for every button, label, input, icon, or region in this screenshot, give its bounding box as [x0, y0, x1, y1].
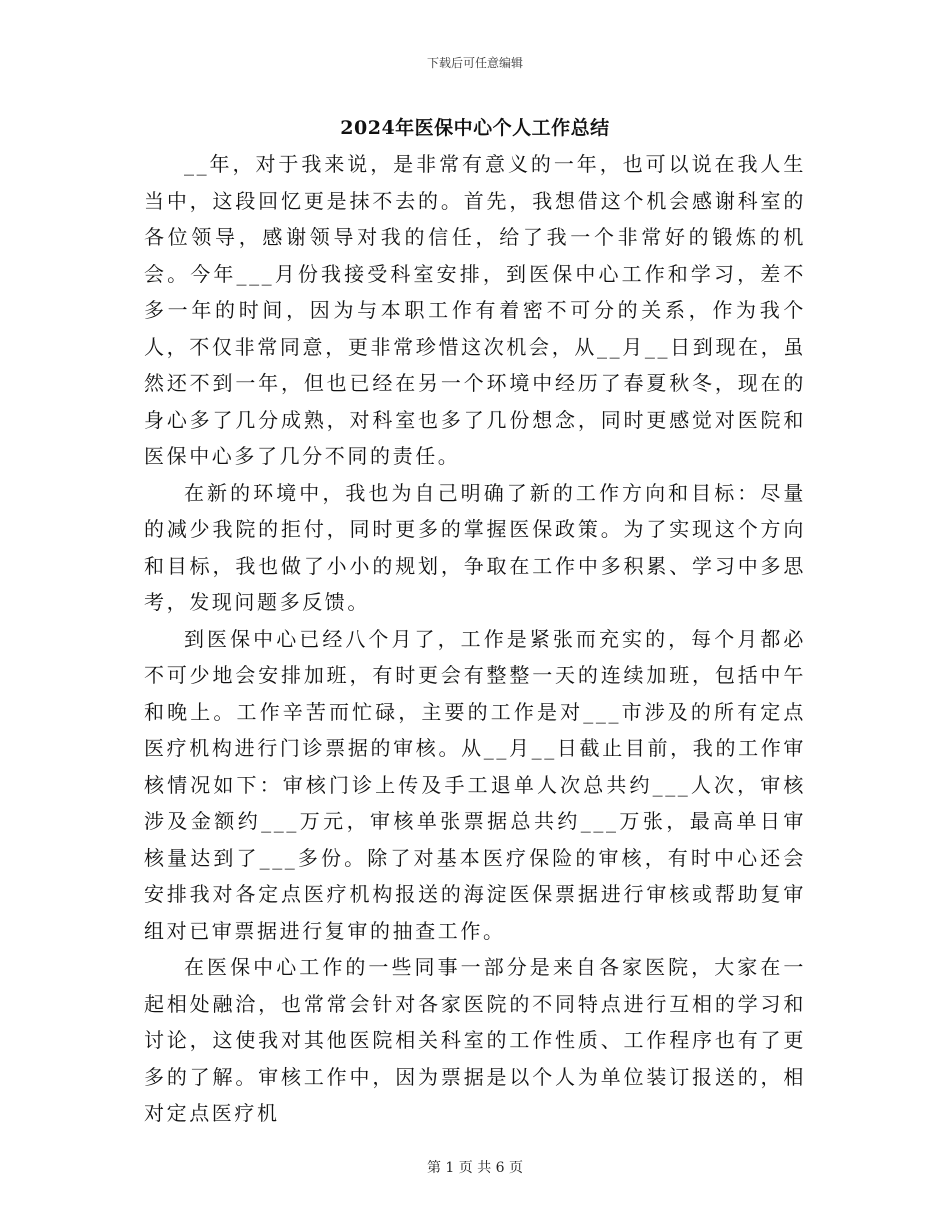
document-body	[144, 146, 806, 1132]
paragraph-2: 在新的环境中，我也为自己明确了新的工作方向和目标：尽量的减少我院的拒付，同时更多的掌握医保政策。为了实现这个方向和目标，我也做了小小的规划，争取在工作中多积累、学习中多思考，发现问题多反馈。	[144, 480, 806, 614]
paragraph-1: __年，对于我来说，是非常有意义的一年，也可以说在我人生当中，这段回忆更是抹不去的。首先，我想借这个机会感谢科室的各位领导，感谢领导对我的信任，给了我一个非常好的锻炼的机会。今年___月份我接受科室安排，到医保中心工作和学习，差不多一年的时间，因为与本职工作有着密不可分的关系，作为我个人，不仅非常同意，更非常珍惜这次机会，从__月__日到现在，虽然还不到一年，但也已经在另一个环境中经历了春夏秋冬，现在的身心多了几分成熟，对科室也多了几份想念，同时更感觉对医院和医保中心多了几分不同的责任。	[144, 152, 806, 468]
page-number: 第 1 页 共 6 页	[426, 1160, 524, 1176]
page-header-note: 下载后可任意编辑	[426, 56, 523, 70]
document-title: 2024年医保中心个人工作总结	[340, 117, 610, 139]
paragraph-3: 到医保中心已经八个月了，工作是紧张而充实的，每个月都必不可少地会安排加班，有时更会有整整一天的连续加班，包括中午和晚上。工作辛苦而忙碌，主要的工作是对___市涉及的所有定点医疗机构进行门诊票据的审核。从__月__日截止目前，我的工作审核情况如下：审核门诊上传及手工退单人次总共约___人次，审核涉及金额约___万元，审核单张票据总共约___万张，最高单日审核量达到了___多份。除了对基本医疗保险的审核，有时中心还会安排我对各定点医疗机构报送的海淀医保票据进行审核或帮助复审组对已审票据进行复审的抽查工作。	[144, 626, 806, 943]
paragraph-4: 在医保中心工作的一些同事一部分是来自各家医院，大家在一起相处融洽，也常常会针对各家医院的不同特点进行互相的学习和讨论，这使我对其他医院相关科室的工作性质、工作程序也有了更多的了解。审核工作中，因为票据是以个人为单位装订报送的，相对定点医疗机	[144, 955, 806, 1125]
